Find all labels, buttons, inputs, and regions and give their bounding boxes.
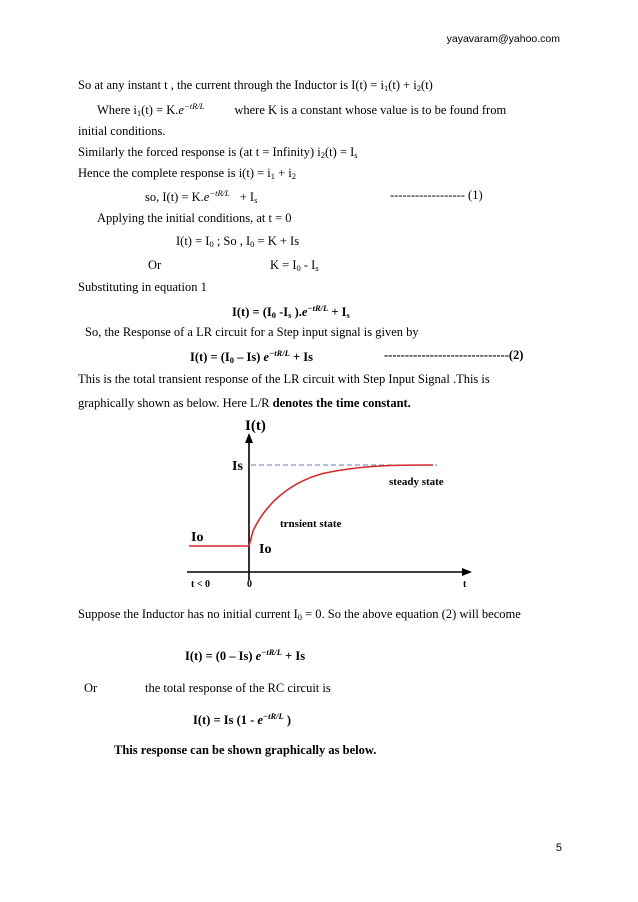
transient-state-label: trnsient state	[280, 518, 342, 530]
is-label: Is	[232, 459, 243, 474]
text-line-1: So at any instant t , the current through the Inductor is $I(t) = i_1(t) + i_2(t)$	[78, 78, 433, 93]
text-line-7: Applying the initial conditions, at t = 0	[97, 211, 292, 225]
y-axis-label: I(t)	[245, 418, 266, 434]
text-line-15: graphically shown as below. Here L/R denotes the time constant.	[78, 396, 411, 410]
text-line-6: so, $I(t) = K.e^{-tR/L} + I_s$	[145, 188, 258, 205]
equation-number-1: ------------------ (1)	[390, 188, 483, 202]
text-line-14: This is the total transient response of the LR circuit with Step Input Signal .This is	[78, 372, 490, 386]
equation-number-2: ------------------------------(2)	[384, 348, 524, 362]
text-line-18b: the total response of the RC circuit is	[145, 681, 331, 695]
text-line-2: Where $i_1(t) = K.e^{-tR/L}$ where K is a constant whose value is to be found from	[97, 101, 507, 118]
text-line-16: Suppose the Inductor has no initial current $I_0 = 0$. So the above equation (2) will become	[78, 607, 521, 622]
text-line-3: initial conditions.	[78, 124, 166, 138]
steady-state-label: steady state	[389, 476, 444, 488]
text-line-20: This response can be shown graphically as below.	[114, 743, 377, 757]
t-axis-label: t	[463, 579, 467, 590]
t-negative-label: t < 0	[191, 579, 211, 590]
io-right-label: Io	[259, 542, 272, 557]
text-line-10: Substituting in equation 1	[78, 280, 207, 294]
header-email: yayavaram@yahoo.com	[446, 33, 560, 45]
y-axis-arrow	[245, 433, 253, 443]
text-line-18a: Or	[84, 681, 98, 695]
equation-2: $I(t) = (I_0 - Is) e^{-tR/L} + Is$	[190, 348, 313, 365]
equation-response: $I(t) = (I_0$ $-I_s$ )$.e^{-tR/L} + I_s$	[232, 303, 350, 320]
text-line-4: Similarly the forced response is (at t = Infinity) $i_2(t) = I_s$	[78, 145, 358, 160]
io-left-label: Io	[191, 530, 204, 545]
text-line-5: Hence the complete response is $i(t) = i_1 + i_2$	[78, 166, 297, 181]
zero-label: 0	[247, 579, 252, 590]
equation-zero-initial: I(t) = (0 – Is) $e^{-tR/L} + Is$	[185, 647, 306, 663]
text-line-9b: $K = I_0 - I_s$	[270, 258, 319, 273]
text-line-12: So, the Response of a LR circuit for a Step input signal is given by	[85, 325, 419, 339]
equation-total-response: I(t) = Is ($1 - e^{-tR/L}$ )	[193, 711, 292, 727]
page-number: 5	[555, 842, 562, 854]
text-line-9a: Or	[148, 258, 162, 272]
x-axis-arrow	[462, 568, 472, 576]
step-response-figure	[175, 415, 485, 595]
text-line-8: $I(t) = I_0$ ; So , $I_0 = K + Is$	[176, 234, 300, 249]
